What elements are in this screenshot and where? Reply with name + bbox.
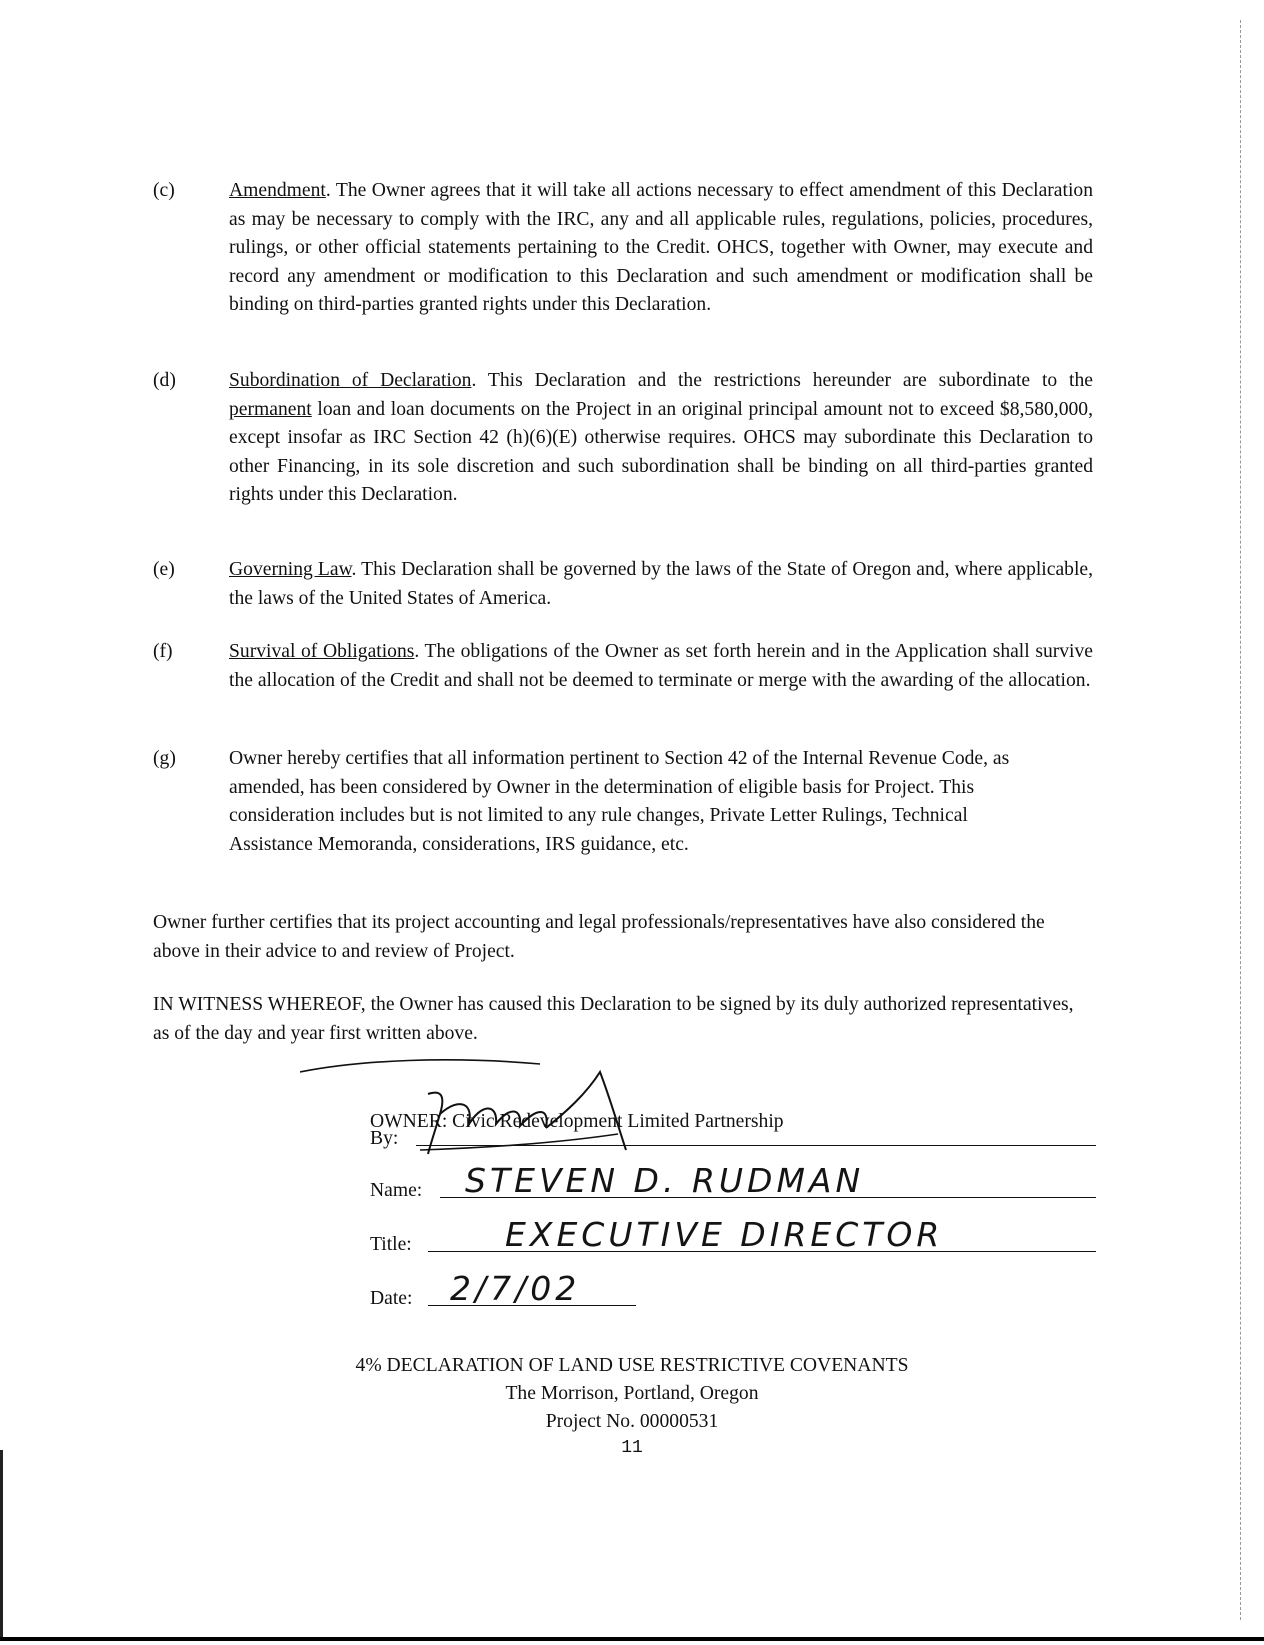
section-f-text (229, 638, 1093, 695)
section-d-underlined-word: permanent (229, 398, 312, 420)
by-signature-line (416, 1145, 1096, 1146)
owner-label: OWNER: Civic Redevelopment Limited Partnership (370, 1111, 784, 1132)
name-value: STEVEN D. RUDMAN (465, 1161, 865, 1200)
section-f-letter: (f) (153, 641, 173, 662)
section-g-letter: (g) (153, 748, 176, 769)
name-row (370, 1161, 1100, 1202)
page-number: 11 (621, 1438, 643, 1458)
section-f (153, 638, 1093, 695)
section-c-heading: Amendment (229, 180, 326, 201)
date-label: Date: (370, 1288, 413, 1309)
footer-property: The Morrison, Portland, Oregon (505, 1383, 759, 1404)
title-label: Title: (370, 1234, 412, 1255)
footer-project-number: Project No. 00000531 (545, 1411, 719, 1432)
section-g (153, 745, 1093, 859)
section-c (153, 177, 1093, 320)
section-e (153, 556, 1093, 613)
footer-title: 4% DECLARATION OF LAND USE RESTRICTIVE COVENANTS (355, 1355, 909, 1376)
certification-paragraph: Owner further certifies that its project accounting and legal professionals/representatives have also considered the above in their advice to and review of Project. (153, 912, 1045, 962)
section-e-letter: (e) (153, 559, 175, 580)
scan-edge-bottom (0, 1637, 1264, 1641)
scan-edge-left (0, 1450, 3, 1640)
section-c-letter: (c) (153, 180, 175, 201)
section-c-body: . The Owner agrees that it will take all actions necessary to effect amendment of this Declaration as may be necessary to comply with the IRC, any and all applicable rules, regulations, policies, procedures, rulings, or other official statements pertaining to the Credit. OHCS, together with Owner, may execute and record any amendment or modification to this Declaration and such amendment or modification shall be binding on third-parties granted rights under this Declaration. (229, 180, 1093, 316)
by-row (370, 1120, 1100, 1150)
section-d-body-2: loan and loan documents on the Project in an original principal amount not to exceed $8,580,000, except insofar as IRC Section 42 (h)(6)(E) otherwise requires. OHCS may subordinate this Declaration to other Financing, in its sole discretion and such subordination shall be binding on all third-parties granted rights under this Declaration. (229, 398, 1093, 506)
section-d-body-1: . This Declaration and the restrictions hereunder are subordinate to the (471, 370, 1093, 391)
section-e-body: . This Declaration shall be governed by the laws of the State of Oregon and, where applicable, the laws of the United States of America. (229, 559, 1093, 609)
date-value: 2/7/02 (450, 1269, 581, 1308)
scan-edge-mark (1240, 20, 1242, 1620)
section-d-letter: (d) (153, 370, 176, 391)
section-d (153, 367, 1093, 510)
witness-paragraph: IN WITNESS WHEREOF, the Owner has caused this Declaration to be signed by its duly authorized representatives, as of the day and year first written above. (153, 994, 1074, 1044)
title-row (370, 1215, 1100, 1256)
by-label: By: (370, 1128, 399, 1149)
section-f-heading: Survival of Obligations (229, 641, 415, 662)
section-c-text (229, 177, 1093, 320)
section-g-body: Owner hereby certifies that all information pertinent to Section 42 of the Internal Revenue Code, as amended, has been considered by Owner in the determination of eligible basis for Project. This consideration includes but is not limited to any rule changes, Private Letter Rulings, Technical Assistance Memoranda, considerations, IRS guidance, etc. (229, 748, 1010, 855)
date-row (370, 1269, 670, 1310)
section-f-body: . The obligations of the Owner as set forth herein and in the Application shall survive the allocation of the Credit and shall not be deemed to terminate or merge with the awarding of the allocation. (229, 641, 1093, 691)
name-label: Name: (370, 1180, 423, 1201)
section-d-heading: Subordination of Declaration (229, 370, 472, 391)
title-value: EXECUTIVE DIRECTOR (505, 1215, 944, 1254)
section-d-text (229, 367, 1093, 510)
section-e-text (229, 556, 1093, 613)
section-e-heading: Governing Law (229, 559, 352, 580)
